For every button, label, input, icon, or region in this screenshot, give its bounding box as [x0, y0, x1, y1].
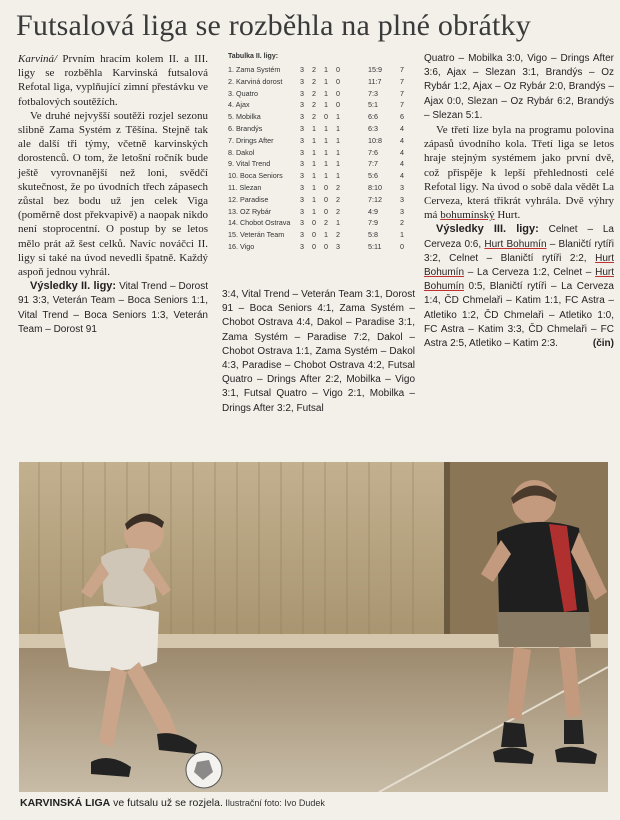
caption-bold: KARVINSKÁ LIGA: [20, 797, 111, 809]
results-ii-end: Quatro – Mobilka 3:0, Vigo – Drings After 3:6, Ajax – Slezan 3:1, Brandýs – Oz Rybár 1:2, Ajax – Oz Rybár 2:0, Brandýs – Ajax 0:0, Slezan – Oz Rybár 6:2, Brandýs – Slezan 5:1.: [424, 53, 614, 121]
cell-name: 6. Brandýs: [228, 123, 263, 133]
results-ii-continued: 3:4, Vital Trend – Veterán Team 3:1, Dorost 91 – Boca Seniors 4:1, Zama Systém – Chobot Ostrava 4:4, Dakol – Paradise 3:1, Zama Systém – Paradise 7:2, Dakol – Chobot Ostrava 1:1, Zama Systém – Dakol 4:3, Paradise – Chobot Ostrava 4:2, Futsal Quatro – Drings After 2:2, Mobilka – Vigo 3:1, Futsal Quatro – Vigo 2:1, Mobilka – Drings After 3:2, Futsal: [222, 289, 415, 414]
futsal-players-illustration: [19, 462, 608, 792]
cell-n4: 0: [336, 100, 340, 110]
cell-score: 11:7: [368, 76, 382, 86]
paragraph-iii-underlined: bohumínský: [440, 209, 495, 222]
article-photo: [19, 462, 608, 792]
cell-n2: 1: [312, 194, 316, 204]
results-iii-2: – Blaničtí rytíři 3:2, Celnet – Blaničtí rytíři 2:2,: [424, 238, 614, 264]
cell-name: 8. Dakol: [228, 147, 255, 157]
cell-n3: 1: [324, 100, 328, 110]
cell-n2: 1: [312, 159, 316, 169]
cell-n3: 1: [324, 65, 328, 74]
cell-n2: 2: [312, 100, 316, 110]
cell-n2: 1: [312, 123, 316, 133]
paragraph-2: Ve druhé nejvyšší soutěži rozjel sezonu slibně Zama Systém z Těšína. Stejně tak ale další tři týmy, včetně karvinských dorostenců. O tom, že letošní ročník bude ještě vyrovnanější než loni, svědčí skutečnost, že po úvodních třech zápasech zůstal bez bodu už jen celek Viga (poměrně dost překvapivě) a naopak nikdo není stoprocentní. O postup by se letos mělo prát až šest celků. Navíc nováčci II. ligy si také na úvod nevedli špatně. Každý aspoň jednou vyhrál.: [18, 109, 208, 279]
cell-score: 8:10: [368, 182, 382, 192]
cell-n4: 0: [336, 76, 340, 86]
cell-pts: 4: [400, 159, 404, 169]
cell-pts: 7: [400, 88, 404, 98]
cell-n3: 0: [324, 241, 328, 251]
cell-n1: 3: [300, 88, 304, 98]
cell-n3: 1: [324, 171, 328, 181]
table-row: [228, 217, 418, 229]
cell-n2: 2: [312, 112, 316, 122]
table-row: [228, 76, 418, 88]
cell-pts: 7: [400, 65, 404, 74]
table-row: [228, 135, 418, 147]
cell-n4: 1: [336, 112, 340, 122]
paragraph-iii-b: Hurt.: [494, 209, 521, 222]
article-column-2: [222, 288, 415, 416]
article-column-3: [424, 52, 614, 351]
cell-name: 1. Zama Systém: [228, 65, 281, 74]
article-column-1: [18, 52, 208, 337]
standings-title: Tabulka II. ligy:: [228, 53, 279, 60]
cell-n4: 2: [336, 230, 340, 240]
cell-score: 7:9: [368, 218, 378, 228]
cell-n2: 2: [312, 76, 316, 86]
cell-score: 6:6: [368, 112, 378, 122]
table-row: [228, 170, 418, 182]
cell-score: 15:9: [368, 65, 382, 74]
cell-pts: 2: [400, 218, 404, 228]
cell-score: 10:8: [368, 135, 382, 145]
photo-credit: Ilustrační foto: Ivo Dudek: [222, 798, 325, 808]
cell-n1: 3: [300, 194, 304, 204]
cell-name: 4. Ajax: [228, 100, 250, 110]
cell-score: 6:3: [368, 123, 378, 133]
cell-score: 5:6: [368, 171, 378, 181]
cell-n4: 1: [336, 159, 340, 169]
table-row: [228, 111, 418, 123]
hurt-bohumin-3: Hurt Bohumín: [424, 267, 614, 293]
cell-score: 7:7: [368, 159, 378, 169]
cell-n4: 2: [336, 182, 340, 192]
cell-n4: 2: [336, 194, 340, 204]
cell-n2: 1: [312, 206, 316, 216]
cell-pts: 3: [400, 182, 404, 192]
hurt-bohumin-2: Hurt Bohumín: [424, 252, 614, 279]
author-signature: (čin): [592, 338, 614, 350]
cell-n3: 0: [324, 182, 328, 192]
cell-pts: 3: [400, 206, 404, 216]
cell-score: 5:8: [368, 230, 378, 240]
cell-n4: 1: [336, 218, 340, 228]
cell-n1: 3: [300, 159, 304, 169]
table-row: [228, 229, 418, 241]
cell-n3: 0: [324, 206, 328, 216]
cell-pts: 4: [400, 171, 404, 181]
cell-n2: 2: [312, 88, 316, 98]
cell-score: 5:1: [368, 100, 378, 110]
table-row: [228, 64, 418, 76]
cell-pts: 0: [400, 241, 404, 251]
results-iii-label: Výsledky III. ligy:: [436, 223, 539, 236]
cell-name: 15. Veterán Team: [228, 230, 285, 240]
cell-n2: 0: [312, 241, 316, 251]
cell-n4: 3: [336, 241, 340, 251]
cell-pts: 4: [400, 147, 404, 157]
cell-n4: 1: [336, 123, 340, 133]
results-ii-text: Vital Trend – Dorost 91 3:3, Veterán Team – Boca Seniors 1:1, Vital Trend – Boca Seniors 1:3, Veterán Team – Dorost 91: [18, 281, 208, 335]
cell-n4: 1: [336, 135, 340, 145]
cell-name: 13. OZ Rybár: [228, 206, 272, 216]
cell-name: 5. Mobilka: [228, 112, 261, 122]
table-row: [228, 182, 418, 194]
table-row: [228, 206, 418, 218]
results-ii-label: Výsledky II. ligy:: [30, 280, 117, 293]
cell-pts: 4: [400, 123, 404, 133]
cell-n3: 2: [324, 218, 328, 228]
table-row: [228, 123, 418, 135]
cell-n3: 1: [324, 88, 328, 98]
cell-n2: 1: [312, 182, 316, 192]
cell-n2: 0: [312, 230, 316, 240]
cell-pts: 1: [400, 230, 404, 240]
table-row: [228, 147, 418, 159]
cell-n1: 3: [300, 100, 304, 110]
cell-pts: 4: [400, 135, 404, 145]
cell-n1: 3: [300, 241, 304, 251]
cell-n1: 3: [300, 123, 304, 133]
dateline: Karviná/: [18, 53, 58, 65]
results-iii-1: Celnet – La Cerveza 0:6,: [424, 224, 614, 250]
cell-name: 3. Quatro: [228, 88, 258, 98]
cell-n1: 3: [300, 230, 304, 240]
standings-table: [228, 64, 418, 253]
cell-name: 14. Chobot Ostrava: [228, 218, 291, 228]
cell-name: 10. Boca Seniors: [228, 171, 283, 181]
cell-n2: 0: [312, 218, 316, 228]
table-row: [228, 241, 418, 253]
photo-caption: [20, 797, 325, 809]
cell-n4: 2: [336, 206, 340, 216]
cell-n1: 3: [300, 171, 304, 181]
cell-n2: 1: [312, 147, 316, 157]
cell-n4: 0: [336, 88, 340, 98]
results-iii-4: 0:5, Blaničtí rytíři – La Cerveza 1:4, ČD Chmelaři – Katim 1:1, FC Astra – Atletiko 1:2, ČD Chmelaři – Atletiko 1:0, FC Astra – Katim 3:3, ČD Chmelaři – FC Astra 2:5, Atletiko – Katim 2:3.: [424, 281, 614, 350]
cell-n3: 0: [324, 112, 328, 122]
cell-score: 7:6: [368, 147, 378, 157]
cell-n4: 1: [336, 171, 340, 181]
results-iii-3: – La Cerveza 1:2, Celnet –: [464, 267, 596, 279]
table-row: [228, 88, 418, 100]
cell-n3: 1: [324, 230, 328, 240]
cell-n2: 1: [312, 171, 316, 181]
cell-name: 11. Slezan: [228, 182, 262, 192]
cell-pts: 7: [400, 76, 404, 86]
cell-pts: 3: [400, 194, 404, 204]
cell-n3: 1: [324, 123, 328, 133]
cell-name: 2. Karviná dorost: [228, 76, 283, 86]
table-row: [228, 194, 418, 206]
headline: Futsalová liga se rozběhla na plné obrátky: [16, 9, 531, 42]
cell-n4: 0: [336, 65, 340, 74]
cell-n3: 1: [324, 135, 328, 145]
cell-pts: 6: [400, 112, 404, 122]
hurt-bohumin-1: Hurt Bohumín: [484, 238, 547, 250]
cell-n3: 1: [324, 159, 328, 169]
cell-n1: 3: [300, 65, 304, 74]
cell-n1: 3: [300, 182, 304, 192]
cell-n4: 1: [336, 147, 340, 157]
cell-n2: 1: [312, 135, 316, 145]
paragraph-iii-a: Ve třetí lize byla na programu polovina zápasů úvodního kola. Třetí liga se letos hraje stejným systémem jako první dvě, což přispěje k lepší přehlednosti celé Refotal ligy. Na úvod o sobě dala vědět La Cerveza, která třikrát vyhrála. Dvě výhry má: [424, 124, 614, 222]
cell-n3: 0: [324, 194, 328, 204]
table-row: [228, 158, 418, 170]
cell-name: 9. Vital Trend: [228, 159, 271, 169]
cell-n3: 1: [324, 147, 328, 157]
cell-name: 16. Vigo: [228, 241, 255, 251]
cell-n1: 3: [300, 206, 304, 216]
cell-n1: 3: [300, 76, 304, 86]
cell-score: 7:3: [368, 88, 378, 98]
cell-n1: 3: [300, 147, 304, 157]
cell-n1: 3: [300, 135, 304, 145]
cell-score: 5:11: [368, 241, 382, 251]
cell-score: 4:9: [368, 206, 378, 216]
cell-n3: 1: [324, 76, 328, 86]
cell-score: 7:12: [368, 194, 382, 204]
intro-paragraph: Prvním hracím kolem II. a III. ligy se rozběhla Karvinská futsalová Refotal liga, vyplňující zimní přestávku ve fotbalových soutěžích.: [18, 53, 208, 108]
cell-n1: 3: [300, 112, 304, 122]
cell-n1: 3: [300, 218, 304, 228]
cell-pts: 7: [400, 100, 404, 110]
cell-name: 7. Drings After: [228, 135, 274, 145]
caption-text: ve futsalu už se rozjela.: [110, 797, 223, 809]
cell-n2: 2: [312, 65, 316, 74]
cell-name: 12. Paradise: [228, 194, 269, 204]
table-row: [228, 99, 418, 111]
